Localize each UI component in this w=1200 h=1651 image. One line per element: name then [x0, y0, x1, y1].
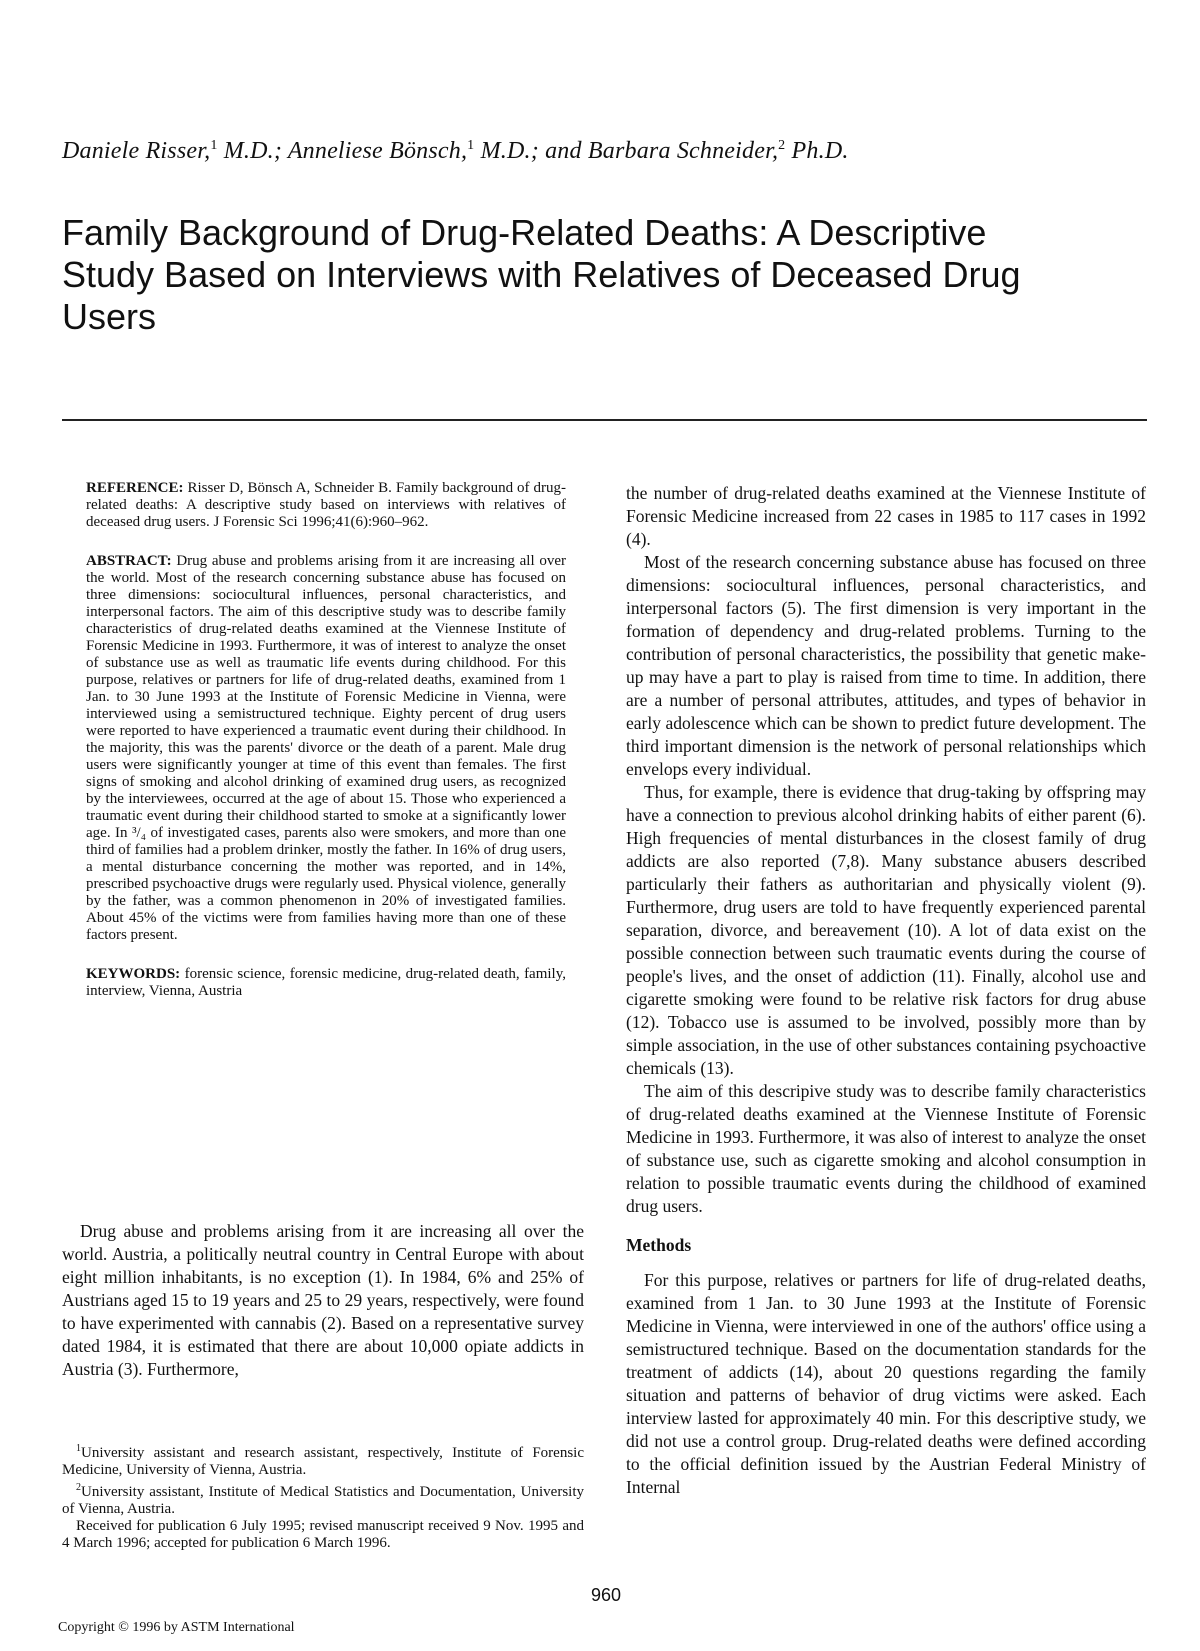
- body-paragraph-3: Thus, for example, there is evidence that drug-taking by offspring may have a connection to previous alcohol drinking habits of either parent (6). High frequencies of mental disturbances in the closest family of drug addicts are also reported (7,8). Many substance abusers described particularly their fathers as authoritarian and physically violent (9). Furthermore, drug users are told to have frequently experienced parental separation, divorce, and bereavement (10). A lot of data exist on the possible connection between such traumatic events during the course of people's lives, and the onset of addiction (11). Finally, alcohol use and cigarette smoking were found to be relative risk factors for drug abuse (12). Tobacco use is assumed to be involved, possibly more than by simple association, in the use of other substances containing psychoactive chemicals (13).: [626, 782, 1146, 1078]
- author-3-name: Barbara Schneider,: [587, 138, 779, 164]
- abstract-text-2: of investigated cases, parents also were smokers, and more than one third of families had a problem drinker, mostly the father. In 16% of drug users, a mental disturbance concerning the mother was reported, and in 14%, prescribed psychoactive drugs were regularly used. Physical violence, generally by the father, was a common phenomenon in 20% of investigated families. About 45% of the victims were from families having more than one of these factors present.: [86, 825, 567, 943]
- reference-text: Risser D, Bönsch A, Schneider B. Family background of drug-related deaths: A descriptive study based on interviews with relatives of deceased drug users. J Forensic Sci 1996;41(6):960–962.: [86, 480, 567, 530]
- keywords-text: forensic science, forensic medicine, drug-related death, family, interview, Vienna, Austria: [86, 966, 566, 999]
- footnotes: [62, 1440, 584, 1552]
- author-3-affiliation-mark: 2: [778, 138, 786, 153]
- footnote-2-mark: 2: [76, 1482, 81, 1493]
- methods-heading: Methods: [626, 1235, 692, 1255]
- intro-text: [62, 1220, 584, 1381]
- footnote-2: [62, 1479, 584, 1518]
- body-paragraph-1: the number of drug-related deaths examined at the Viennese Institute of Forensic Medicine increased from 22 cases in 1985 to 117 cases in 1992 (4).: [626, 483, 1146, 549]
- abstract-paragraph: [86, 553, 566, 944]
- author-line: [62, 138, 849, 165]
- body-paragraph-4: The aim of this descripive study was to describe family characteristics of drug-related deaths examined at the Viennese Institute of Forensic Medicine in 1993. Furthermore, it was also of interest to analyze the onset of substance use, such as cigarette smoking and alcohol consumption in relation to possible traumatic events during the childhood of examined drug users.: [626, 1081, 1147, 1216]
- reference-paragraph: [86, 480, 566, 531]
- author-3-degree: Ph.D.: [785, 138, 849, 164]
- footnote-2-text: University assistant, Institute of Medical Statistics and Documentation, University of Vienna, Austria.: [62, 1484, 584, 1517]
- author-2-name: Anneliese Bönsch,: [287, 138, 468, 164]
- author-2-affiliation-mark: 1: [467, 138, 475, 153]
- copyright-notice: Copyright © 1996 by ASTM International: [58, 1620, 295, 1635]
- intro-paragraph: Drug abuse and problems arising from it are increasing all over the world. Austria, a politically neutral country in Central Europe with about eight million inhabitants, is no exception (1). In 1984, 6% and 25% of Austrians aged 15 to 19 years and 25 to 29 years, respectively, were found to have experimented with cannabis (2). Based on a representative survey dated 1984, it is estimated that there are about 10,000 opiate addicts in Austria (3). Furthermore,: [62, 1221, 584, 1379]
- keywords-paragraph: [86, 966, 566, 1000]
- keywords-label: KEYWORDS:: [86, 966, 181, 982]
- title-divider: [62, 419, 1147, 421]
- abstract-fraction: ³/₄: [132, 825, 146, 841]
- page-number: 960: [590, 1585, 622, 1605]
- author-2-degree: M.D.; and: [474, 138, 588, 164]
- footnote-1-mark: 1: [76, 1443, 81, 1454]
- author-1-degree: M.D.;: [217, 138, 288, 164]
- right-column: [626, 482, 1146, 1499]
- author-1-name: Daniele Risser,: [62, 138, 211, 164]
- received-note: Received for publication 6 July 1995; revised manuscript received 9 Nov. 1995 and 4 March 1996; accepted for publication 6 March 1996.: [62, 1518, 584, 1551]
- footnote-1: [62, 1440, 584, 1479]
- body-paragraph-2: Most of the research concerning substance abuse has focused on three dimensions: sociocultural influences, personal characteristics, and interpersonal factors (5). The first dimension is very important in the formation of dependency and drug-related problems. Turning to the contribution of personal characteristics, the possibility that genetic make-up may have a part to play is raised from time to time. In addition, there are a number of personal attributes, attitudes, and types of behavior in early adolescence which can be shown to predict future development. The third important dimension is the network of personal relationships which envelops every individual.: [626, 552, 1146, 779]
- reference-label: REFERENCE:: [86, 480, 184, 496]
- abstract-text-1: Drug abuse and problems arising from it are increasing all over the world. Most of the research concerning substance abuse has focused on three dimensions: sociocultural influences, personal characteristics, and interpersonal factors. The aim of this descriptive study was to describe family characteristics of drug-related deaths examined at the Viennese Institute of Forensic Medicine in 1993. Furthermore, it was of interest to analyze the onset of substance use as well as traumatic life events during childhood. For this purpose, relatives or partners for life of drug-related deaths, examined from 1 Jan. to 30 June 1993 at the Institute of Forensic Medicine in Vienna, were interviewed using a semistructured technique. Eighty percent of drug users were reported to have experienced a traumatic event during their childhood. In the majority, this was the parents' divorce or the death of a parent. Male drug users were significantly younger at time of this event than females. The first signs of smoking and alcohol drinking of examined drug users, as recognized by the interviewees, occurred at the age of about 15. Those who experienced a traumatic event during their childhood started to smoke at a significantly lower age. In: [86, 553, 566, 841]
- body-paragraph-5: For this purpose, relatives or partners for life of drug-related deaths, examined from 1 Jan. to 30 June 1993 at the Institute of Forensic Medicine in Vienna, were interviewed in one of the authors' office using a semistructured technique. Based on the documentation standards for the treatment of addicts (14), about 20 questions regarding the family situation and patterns of behavior of drug victims were asked. Each interview lasted for approximately 40 min. For this descriptive study, we did not use a control group. Drug-related deaths were defined according to the official definition issued by the Austrian Federal Ministry of Internal: [626, 1270, 1146, 1497]
- abstract-block: [86, 480, 566, 1022]
- author-1-affiliation-mark: 1: [210, 138, 218, 153]
- paper-title: Family Background of Drug-Related Deaths: A Descriptive Study Based on Interviews with Relatives of Deceased Drug Users: [62, 212, 1021, 337]
- footnote-1-text: University assistant and research assistant, respectively, Institute of Forensic Medicine, University of Vienna, Austria.: [62, 1445, 584, 1478]
- abstract-label: ABSTRACT:: [86, 553, 172, 569]
